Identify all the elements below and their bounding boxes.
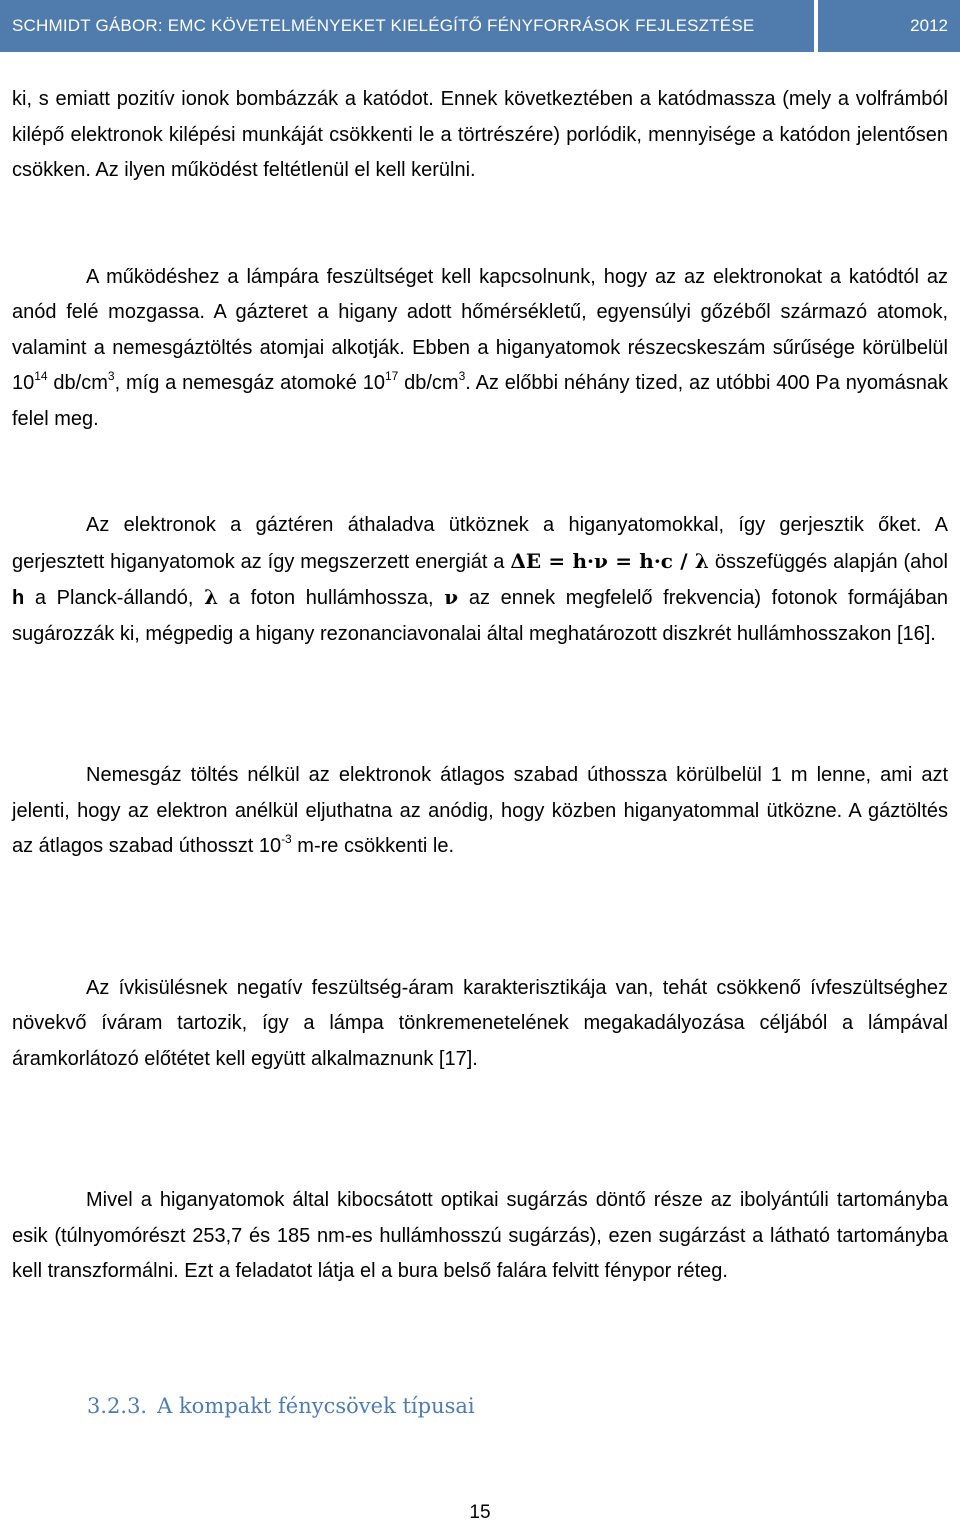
paragraph-3 [12,508,948,652]
p4-text-a: Nemesgáz töltés nélkül az elektronok átlagos szabad úthossza körülbelül 1 m lenne, ami azt jelenti, hogy az elektron anélkül eljuthatna az anódig, hogy közben higanyatommal ütközne. A gáztöltés az átlagos szabad úthosszt 10 [12,764,948,857]
p2-sup-3: 17 [384,369,399,383]
header-title: SCHMIDT GÁBOR: EMC KÖVETELMÉNYEKET KIELÉGÍTŐ FÉNYFORRÁSOK FEJLESZTÉSE [0,0,814,52]
page-header [0,0,960,52]
paragraph-gap [12,1077,948,1183]
energy-formula: ΔE = h·ν = h·c / λ [510,548,709,573]
paragraph-4 [12,758,948,865]
paragraph-gap [12,652,948,758]
section-number: 3.2.3. [87,1394,148,1418]
p4-sup: -3 [281,832,292,846]
p2-text-d: db/cm [398,372,459,394]
p3-text-c: a Planck-állandó, [24,587,205,609]
page-number: 15 [469,1502,491,1523]
paragraph-2 [12,260,948,438]
p2-sup-2: 3 [107,369,115,383]
p2-text-b: db/cm [47,372,108,394]
paragraph-5: Az ívkisülésnek negatív feszültség-áram karakterisztikája van, tehát csökkenő ívfeszültséghez növekvő íváram tartozik, így a lámpa tönkremenetelének megakadályozása céljából a lámpával áramkorlátozó előtétet kell együtt alkalmaznunk [17]. [12,976,948,1070]
p3-text-d: a foton hullámhossza, [218,587,445,609]
p3-text-a: Az elektronok a gáztéren áthaladva ütköznek a higanyatomokkal, így gerjesztik őket. A gerjesztett higanyatomok az így megszerzett energiát a [12,514,948,573]
body-text [12,82,948,1290]
p3-text-e: az ennek megfelelő frekvencia) fotonok formájában sugározzák ki, mégpedig a higany rezonanciavonalai által meghatározott diszkrét hullámhosszakon [16]. [12,587,949,645]
paragraph-gap [12,437,948,508]
p2-sup-1: 14 [34,369,48,383]
section-heading [87,1394,485,1418]
lambda-symbol: λ [204,585,219,609]
p2-text-c: , míg a nemesgáz atomoké 10 [114,372,385,394]
section-title: A kompakt fénycsövek típusai [157,1394,475,1418]
planck-symbol: h [12,587,25,609]
paragraph-gap [12,865,948,971]
p4-text-b: m-re csökkenti le. [291,835,454,857]
p3-text-b: összefüggés alapján (ahol [708,550,948,573]
paragraph-gap [12,189,948,260]
p2-text-e: . Az előbbi néhány tized, az utóbbi 400 Pa nyomásnak felel meg. [12,372,948,430]
header-year: 2012 [818,0,960,52]
nu-symbol: ν [444,585,459,609]
paragraph-1: ki, s emiatt pozitív ionok bombázzák a katódot. Ennek következtében a katódmassza (mely a volfrámból kilépő elektronok kilépési munkáját csökkenti le a törtrészére) porlódik, mennyisége a katódon jelentősen csökken. Az ilyen működést feltétlenül el kell kerülni. [12,88,948,181]
p2-sup-4: 3 [458,369,466,383]
paragraph-6: Mivel a higanyatomok által kibocsátott optikai sugárzás döntő része az ibolyántúli tartományba esik (túlnyomórészt 253,7 és 185 nm-es hullámhosszú sugárzás), ezen sugárzást a látható tartományba kell transzformálni. Ezt a feladatot látja el a bura belső falára felvitt fénypor réteg. [12,1189,948,1282]
p2-text-a: A működéshez a lámpára feszültséget kell kapcsolnunk, hogy az az elektronokat a katódtól az anód felé mozgassa. A gázteret a higany adott hőmérsékletű, egyensúlyi gőzéből származó atomok, valamint a nemesgáztöltés atomjai alkotják. Ebben a higanyatomok részecskeszám sűrűsége körülbelül 10 [12,265,948,394]
